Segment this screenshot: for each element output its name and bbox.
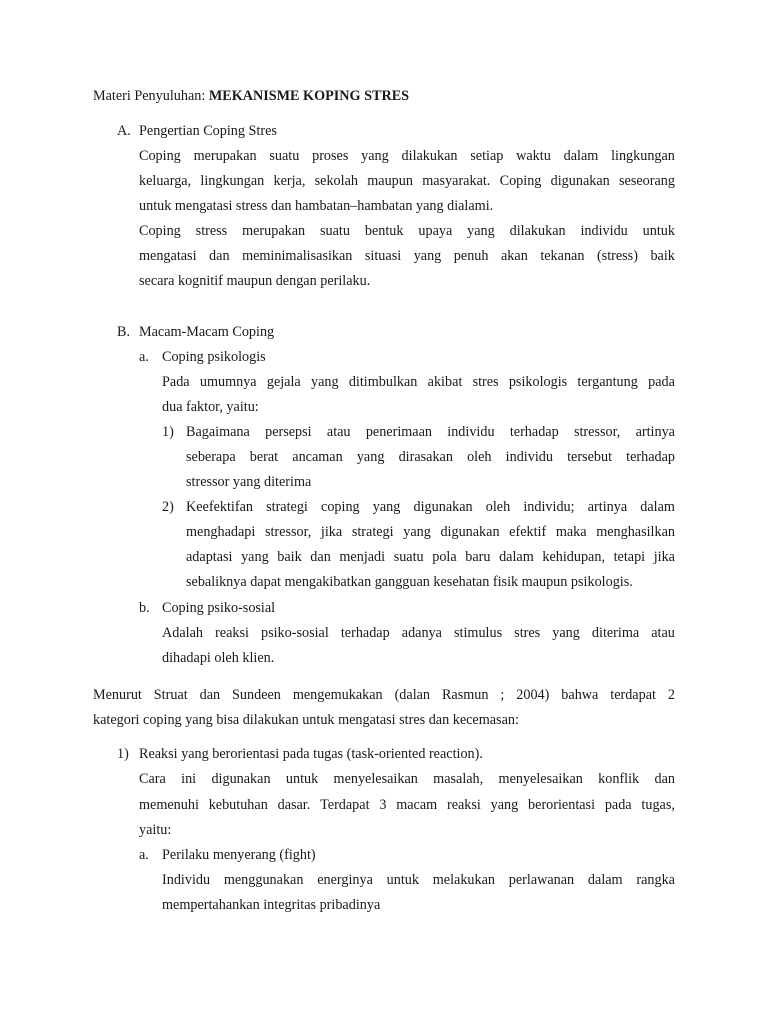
section-a-heading: Pengertian Coping Stres	[139, 123, 277, 139]
reaction-1-line: memenuhi kebutuhan dasar. Terdapat 3 macam reaksi yang berorientasi pada tugas,	[139, 797, 675, 813]
title-main: MEKANISME KOPING STRES	[208, 88, 410, 104]
section-a-para1-line: untuk mengatasi stress dan hambatan–hambatan yang dialami.	[139, 198, 494, 214]
item-2-line: menghadapi stressor, jika strategi yang digunakan efektif maka menghasilkan	[186, 524, 675, 540]
menurut-line: kategori coping yang bisa dilakukan untuk mengatasi stres dan kecemasan:	[93, 712, 519, 728]
sub-a-heading: Coping psikologis	[162, 349, 266, 365]
section-b-heading: Macam-Macam Coping	[139, 324, 275, 340]
sub-b-heading: Coping psiko-sosial	[162, 600, 276, 616]
section-a-para2-line: secara kognitif maupun dengan perilaku.	[139, 273, 371, 289]
item-1-line: Bagaimana persepsi atau penerimaan individu terhadap stressor, artinya	[186, 424, 675, 440]
item-2-marker: 2)	[162, 499, 174, 515]
sub-a-marker: a.	[139, 349, 149, 365]
item-1-line: stressor yang diterima	[186, 474, 312, 490]
reaction-1-heading: Reaksi yang berorientasi pada tugas (task-oriented reaction).	[139, 746, 483, 762]
title-prefix: Materi Penyuluhan:	[93, 88, 206, 104]
document-title	[93, 87, 409, 105]
section-a-para2-line: Coping stress merupakan suatu bentuk upaya yang dilakukan individu untuk	[139, 223, 675, 239]
reaction-1-line: yaitu:	[139, 822, 172, 838]
reaction-1-line: Cara ini digunakan untuk menyelesaikan masalah, menyelesaikan konflik dan	[139, 771, 675, 787]
reaction-1-marker: 1)	[117, 746, 129, 762]
fight-line: mempertahankan integritas pribadinya	[162, 897, 381, 913]
section-a-para1-line: keluarga, lingkungan kerja, sekolah maupun masyarakat. Coping digunakan seseorang	[139, 173, 675, 189]
sub-a-intro-line: Pada umumnya gejala yang ditimbulkan akibat stres psikologis tergantung pada	[162, 374, 675, 390]
sub-b-marker: b.	[139, 600, 150, 616]
section-a-para1-line: Coping merupakan suatu proses yang dilakukan setiap waktu dalam lingkungan	[139, 148, 675, 164]
item-1-line: seberapa berat ancaman yang dirasakan oleh individu tersebut terhadap	[186, 449, 675, 465]
sub-a-intro-line: dua faktor, yaitu:	[162, 399, 259, 415]
item-2-line: adaptasi yang baik dan menjadi suatu pola baru dalam kehidupan, tetapi jika	[186, 549, 675, 565]
section-a-marker: A.	[117, 123, 131, 139]
item-2-line: Keefektifan strategi coping yang digunakan oleh individu; artinya dalam	[186, 499, 675, 515]
item-2-line: sebaliknya dapat mengakibatkan gangguan kesehatan fisik maupun psikologis.	[186, 574, 633, 590]
fight-line: Individu menggunakan energinya untuk melakukan perlawanan dalam rangka	[162, 872, 675, 888]
fight-heading: Perilaku menyerang (fight)	[162, 847, 316, 863]
sub-b-line: dihadapi oleh klien.	[162, 650, 275, 666]
menurut-line: Menurut Struat dan Sundeen mengemukakan (dalan Rasmun ; 2004) bahwa terdapat 2	[93, 687, 675, 703]
section-a-para2-line: mengatasi dan meminimalisasikan situasi yang penuh akan tekanan (stress) baik	[139, 248, 675, 264]
sub-b-line: Adalah reaksi psiko-sosial terhadap adanya stimulus stres yang diterima atau	[162, 625, 675, 641]
item-1-marker: 1)	[162, 424, 174, 440]
section-b-marker: B.	[117, 324, 131, 340]
fight-marker: a.	[139, 847, 149, 863]
